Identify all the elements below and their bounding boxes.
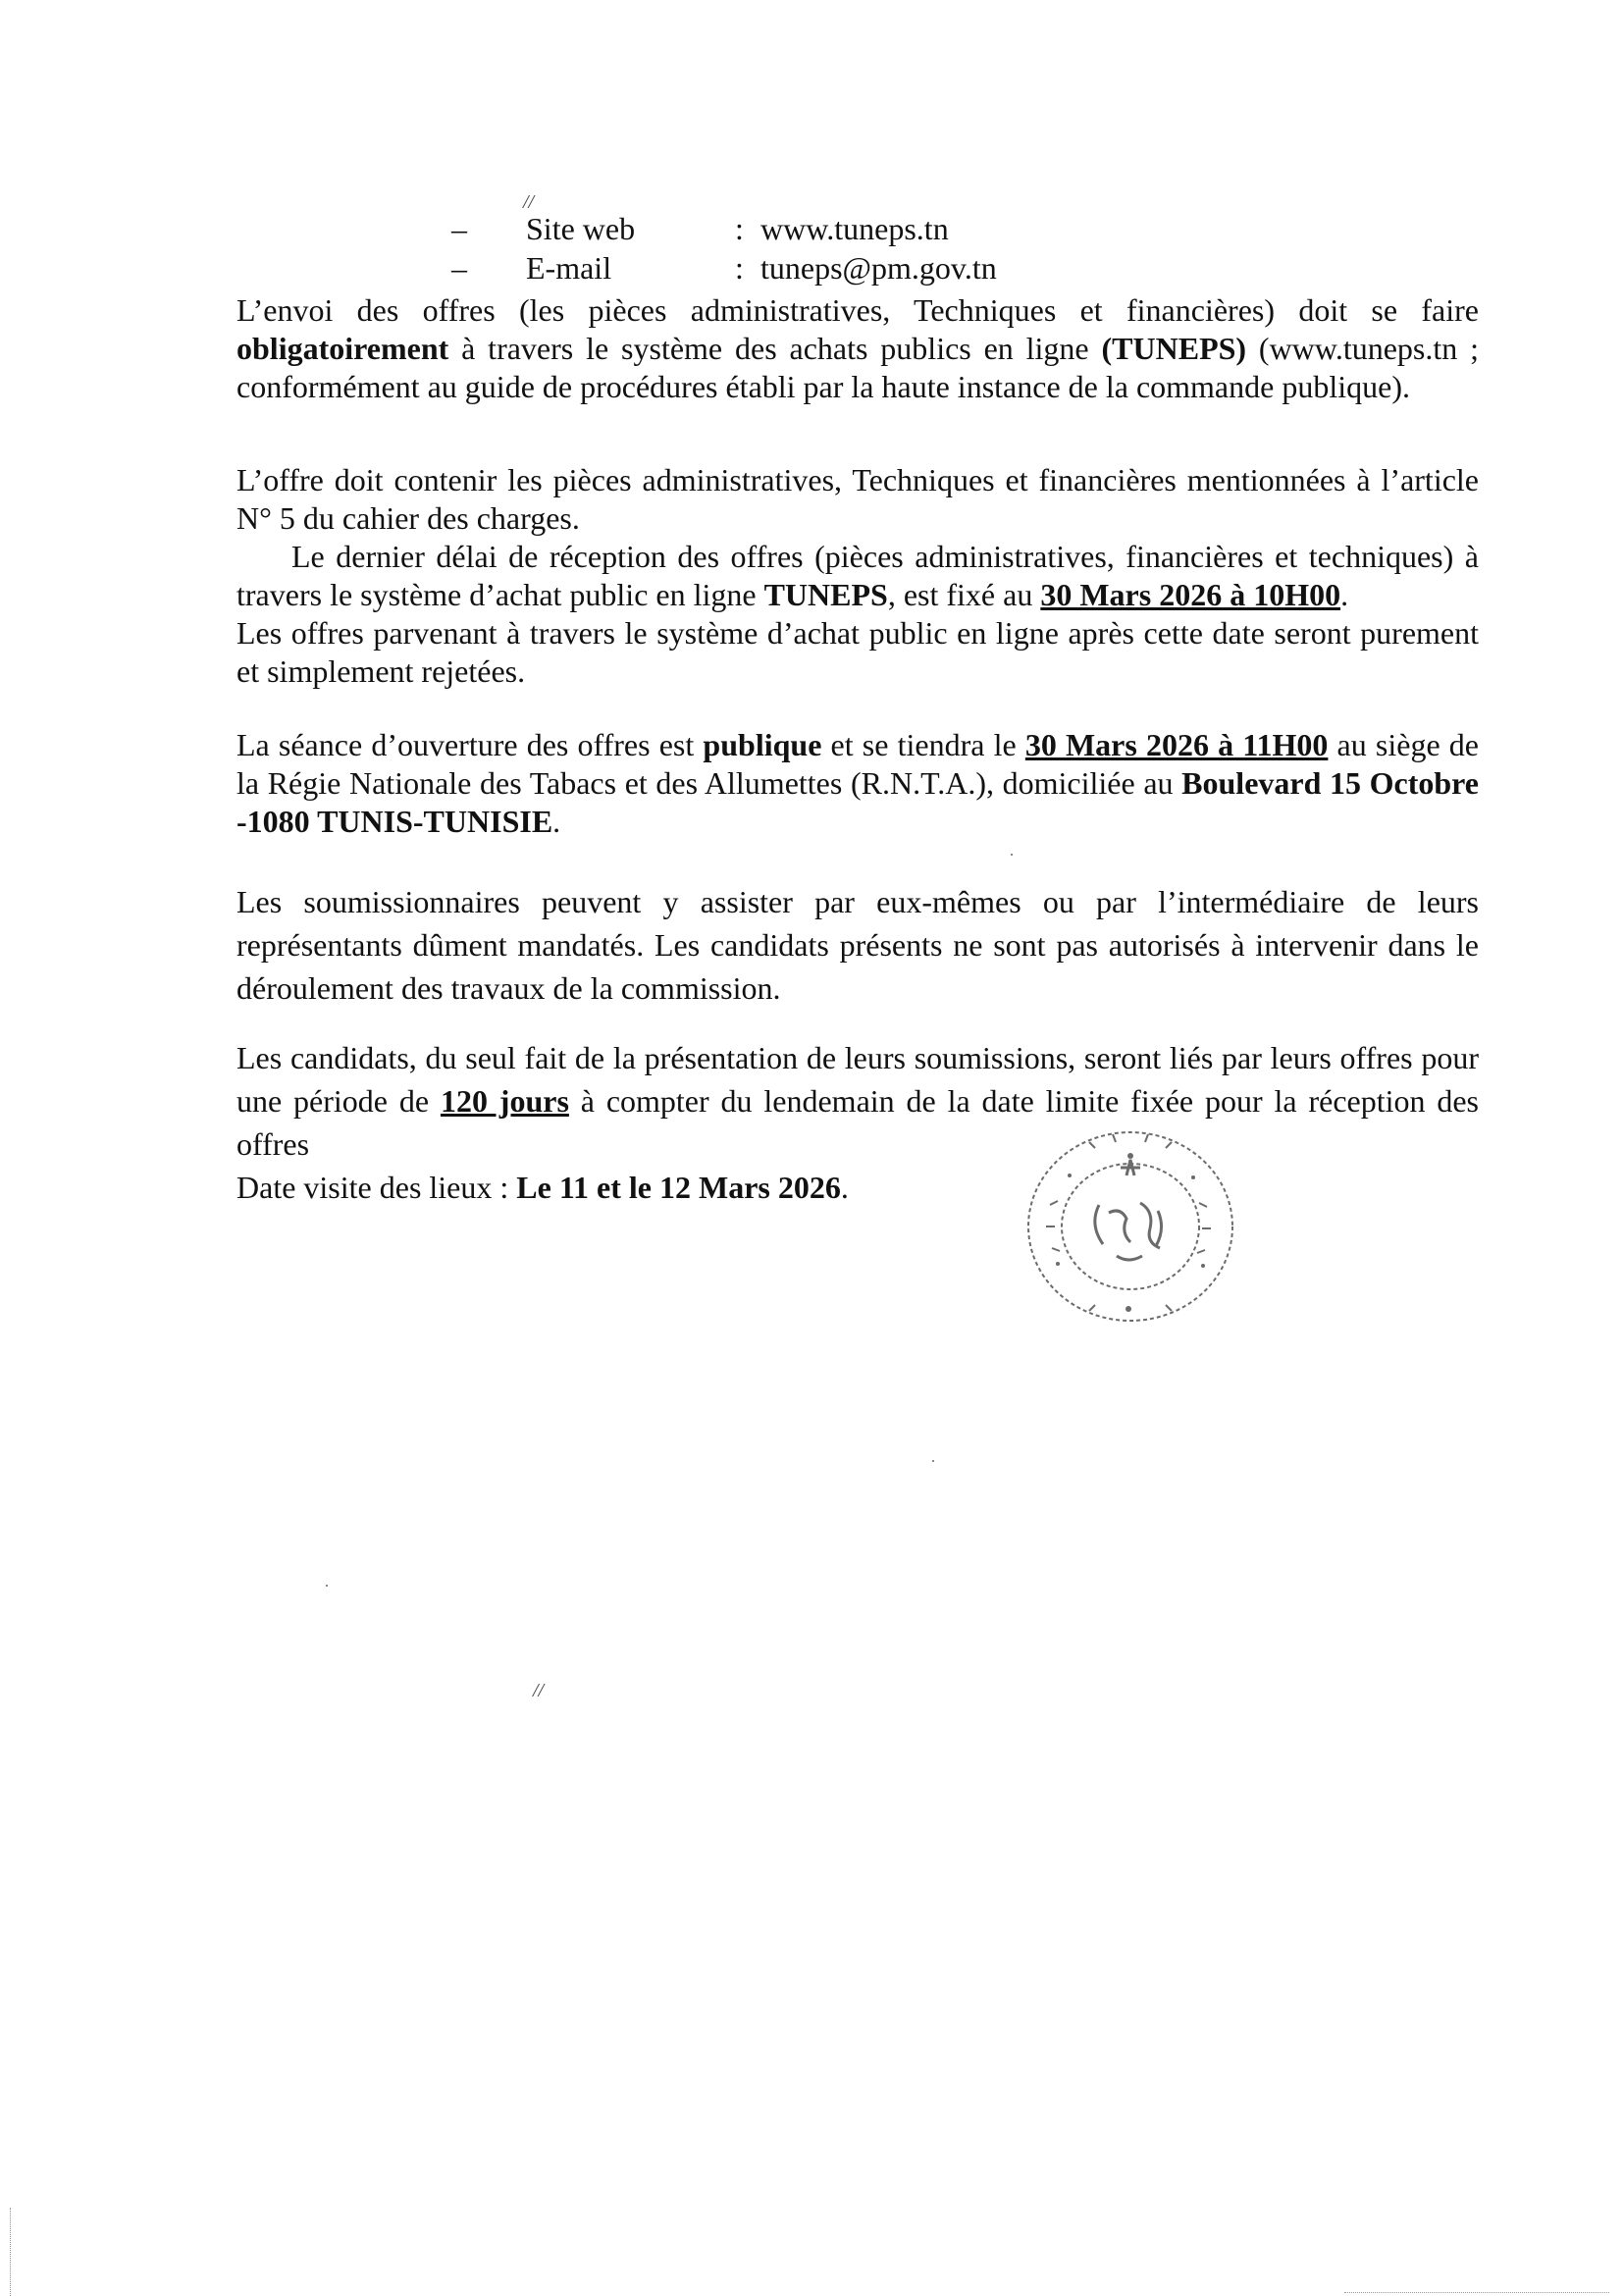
list-dash: – [451, 211, 467, 246]
paragraph-rejection [236, 614, 1479, 691]
paragraph-offer-content [236, 461, 1479, 538]
contact-separator: : [735, 211, 744, 246]
text-run: à travers le système des achats publics en ligne [448, 331, 1102, 366]
text-run: Les offres parvenant à travers le système d’achat public en ligne après cette date seront purement et simplement rejetées. [236, 615, 1479, 689]
validity-period: 120 jours [440, 1083, 569, 1119]
paragraph-site-visit [236, 1169, 1479, 1207]
text-run: Les soumissionnaires peuvent y assister par eux-mêmes ou par l’intermédiaire de leurs représentants dûment mandatés. Les candidats présents ne sont pas autorisés à intervenir dans le déroulement des travaux de la commission. [236, 884, 1479, 1006]
text-run: (www.tuneps.tn ; conformément au guide de procédures établi par la haute instance de la commande publique). [236, 331, 1480, 404]
scan-edge-line [10, 2208, 12, 2296]
contact-value: tuneps@pm.gov.tn [760, 250, 997, 286]
text-run: au siège de la Régie Nationale des Tabacs et des Allumettes (R.N.T.A.), domiciliée au [236, 727, 1480, 801]
text-run: L’offre doit contenir les pièces administratives, Techniques et financières mentionnées à l’article N° 5 du cahier des charges. [236, 462, 1479, 536]
text-run: à compter du lendemain de la date limite fixée pour la réception des offres [236, 1083, 1480, 1162]
paragraph-validity [236, 1036, 1479, 1166]
scan-speck [326, 1585, 328, 1587]
scan-speck [932, 1460, 934, 1462]
bold-run: publique [703, 727, 822, 762]
contact-row-email [451, 248, 1138, 287]
text-run: et se tiendra le [821, 727, 1025, 762]
scan-mark-top: // [523, 191, 535, 213]
text-run: . [840, 1170, 849, 1205]
text-run: Les candidats, du seul fait de la présentation de leurs soumissions, seront liés par leurs offres pour une période de [236, 1040, 1479, 1119]
contact-list [451, 209, 1138, 287]
text-run: La séance d’ouverture des offres est [236, 727, 704, 762]
scan-footer-line [1344, 2292, 1609, 2294]
list-dash: – [451, 250, 467, 286]
opening-date: 30 Mars 2026 à 11H00 [1024, 727, 1329, 762]
address: Boulevard 15 Octobre -1080 TUNIS-TUNISIE [236, 765, 1480, 839]
deadline-date: 30 Mars 2026 à 10H00 [1040, 577, 1341, 612]
paragraph-opening-session [236, 726, 1479, 841]
contact-value: www.tuneps.tn [760, 211, 949, 246]
text-run: L’envoi des offres (les pièces administratives, Techniques et financières) doit se faire [236, 292, 1479, 328]
paragraph-attendance [236, 880, 1479, 1010]
bold-run: TUNEPS [763, 577, 888, 612]
contact-label: Site web [526, 211, 636, 246]
paragraph-submission [236, 291, 1479, 406]
scan-mark-bottom: // [533, 1680, 545, 1701]
text-run: . [552, 804, 561, 839]
text-run: Le dernier délai de réception des offres (pièces administratives, financières et techniques) à travers le système d’achat public en ligne [236, 539, 1479, 612]
bold-run: (TUNEPS) [1101, 331, 1247, 366]
bold-run: obligatoirement [236, 331, 449, 366]
site-visit-date: Le 11 et le 12 Mars 2026 [516, 1170, 841, 1205]
scan-speck [1011, 854, 1013, 856]
contact-row-website [451, 209, 1138, 248]
paragraph-deadline [236, 538, 1479, 614]
contact-separator: : [735, 250, 744, 286]
text-run: , est fixé au [887, 577, 1041, 612]
official-seal-icon [1011, 1117, 1246, 1332]
text-run: Date visite des lieux : [236, 1170, 517, 1205]
text-run: . [1340, 577, 1349, 612]
contact-label: E-mail [526, 250, 612, 286]
